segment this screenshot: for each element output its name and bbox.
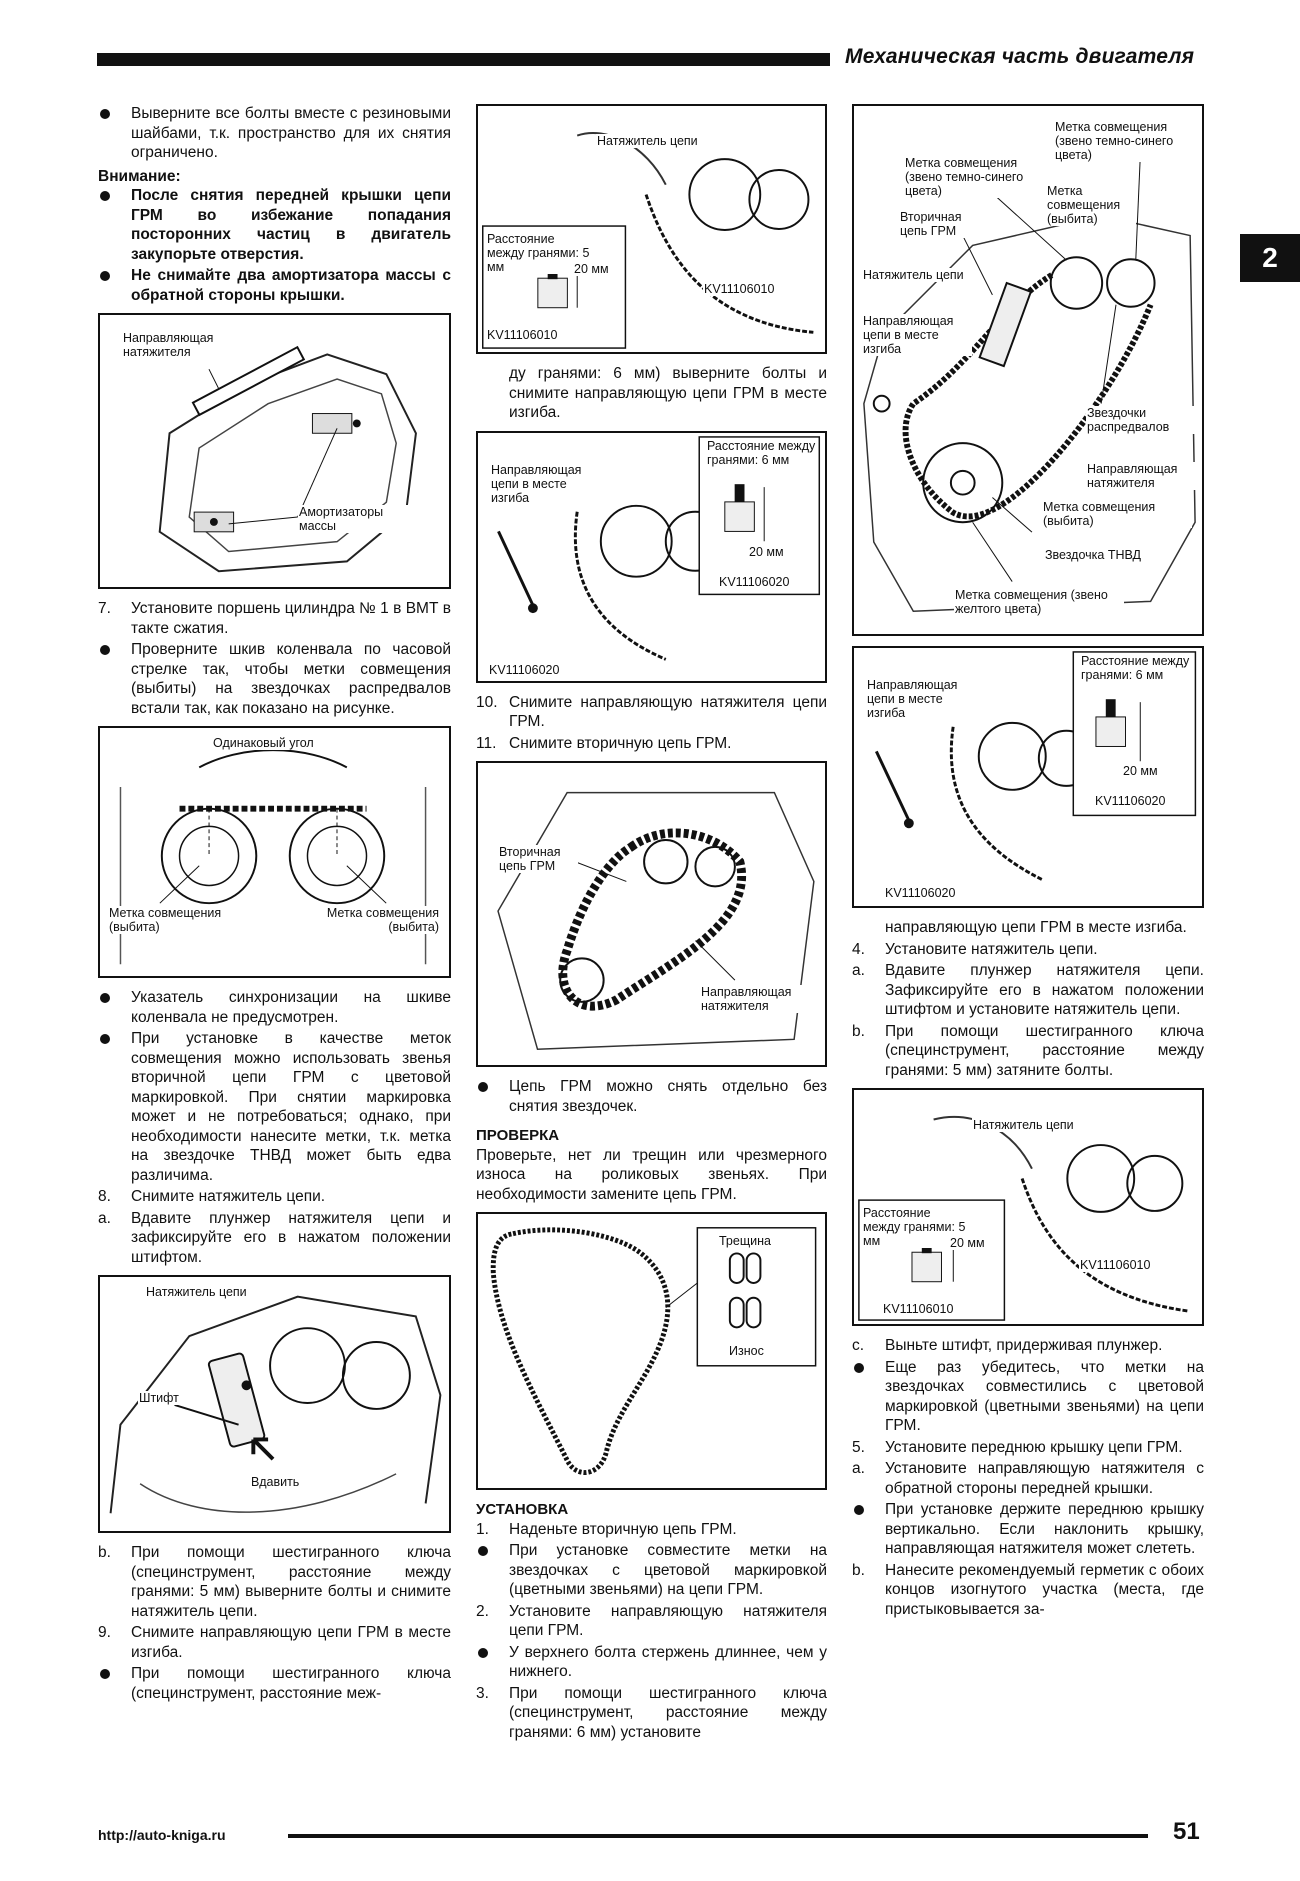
- column-middle: [476, 104, 827, 1744]
- list-item: Не снимайте два амортизатора массы с обратной стороны крышки.: [131, 267, 451, 304]
- figure-chain-inspection: [476, 1212, 827, 1490]
- figure-label: Метка совмещения (звено желтого цвета): [954, 588, 1124, 616]
- figure-label: KV11106010: [487, 328, 558, 342]
- figure-label: KV11106020: [719, 574, 790, 589]
- figure-label: Вторичная цепь ГРМ: [498, 845, 578, 873]
- figure-label: Метка совмещения (выбита): [108, 906, 238, 934]
- figure-label: 20 мм: [1123, 764, 1158, 778]
- section-heading-inspection: ПРОВЕРКА: [476, 1127, 560, 1144]
- list-item: a. Установите направляющую натяжителя с обратной стороны передней крышки.: [852, 1460, 1204, 1497]
- figure-label: KV11106020: [1095, 794, 1166, 808]
- list-item: 11. Снимите вторичную цепь ГРМ.: [476, 734, 732, 752]
- figure-label: Метка совмещения (выбита): [1042, 500, 1192, 528]
- chapter-tab: 2: [1240, 234, 1300, 282]
- figure-label: KV11106020: [885, 886, 956, 900]
- figure-timing-marks: [98, 726, 451, 978]
- list-item: При установке в качестве меток совмещения можно использовать звенья вторичной цепи ГРМ с цветовой маркировкой. При снятии маркировка может и не потребоваться; однако, при необходимости нанесите метки, т.к. метка на звездочке ТНВД может быть едва различима.: [131, 1030, 451, 1184]
- figure-label: Штифт: [139, 1391, 179, 1405]
- list-item: b. При помощи шестигранного ключа (специнструмент, расстояние между гранями: 5 мм) выверните болты и снимите натяжитель цепи.: [98, 1544, 451, 1620]
- figure-label: Звездочки распредвалов: [1086, 406, 1196, 434]
- figure-label: Трещина: [719, 1234, 771, 1248]
- paragraph: ду гранями: 6 мм) выверните болты и снимите направляющую цепи ГРМ в месте изгиба.: [509, 365, 827, 421]
- list-item: Выверните все болты вместе с резиновыми шайбами, т.к. пространство для их снятия ограничено.: [131, 105, 451, 161]
- list-item: Еще раз убедитесь, что метки на звездочках совместились с цветовой маркировкой (цветными звеньями) на цепи ГРМ.: [885, 1358, 1204, 1434]
- camshaft-sprockets-drawing: [100, 728, 449, 976]
- figure-tensioner-install: [852, 1088, 1204, 1326]
- column-right: [852, 104, 1204, 1621]
- figure-label: Направляющая цепи в месте изгиба: [866, 678, 976, 720]
- list-item: b. При помощи шестигранного ключа (специнструмент, расстояние между гранями: 5 мм) затяните болты.: [852, 1022, 1204, 1079]
- figure-label: Расстояние между гранями: 5 мм: [486, 232, 596, 274]
- figure-label: 20 мм: [574, 262, 609, 276]
- figure-label: KV11106020: [489, 662, 560, 677]
- figure-label: Одинаковый угол: [213, 736, 314, 750]
- list-item: 9. Снимите направляющую цепи ГРМ в месте изгиба.: [98, 1624, 451, 1661]
- list-item: b. Нанесите рекомендуемый герметик с обоих концов изогнутого участка (места, где пристыковывается за-: [852, 1561, 1204, 1618]
- figure-label: Расстояние между гранями: 5 мм: [862, 1206, 972, 1248]
- figure-chain-tensioner: [98, 1275, 451, 1533]
- figure-label: Метка совмещения (выбита): [1046, 184, 1136, 226]
- figure-label: Метка совмещения (выбита): [300, 906, 440, 934]
- figure-label: Направляющая цепи в месте изгиба: [862, 314, 972, 356]
- list-item: При помощи шестигранного ключа (специнструмент, расстояние меж-: [131, 1665, 451, 1702]
- figure-label: KV11106010: [704, 282, 775, 296]
- list-item: 4. Установите натяжитель цепи.: [852, 940, 1098, 958]
- list-item: 3. При помощи шестигранного ключа (специнструмент, расстояние между гранями: 6 мм) установите: [476, 1684, 827, 1741]
- figure-label: Направляющая натяжителя: [122, 331, 232, 359]
- figure-tensioner-removal: [476, 104, 827, 354]
- figure-label: Звездочка ТНВД: [1045, 548, 1142, 562]
- list-item: Указатель синхронизации на шкиве коленвала не предусмотрен.: [131, 989, 451, 1026]
- figure-label: KV11106010: [1080, 1258, 1151, 1272]
- list-item: 7. Установите поршень цилиндра № 1 в ВМТ в такте сжатия.: [98, 600, 451, 637]
- list-item: 2. Установите направляющую натяжителя цепи ГРМ.: [476, 1602, 827, 1639]
- list-item: 5. Установите переднюю крышку цепи ГРМ.: [852, 1438, 1183, 1456]
- secondary-chain-drawing: [478, 763, 825, 1065]
- list-item: При установке держите переднюю крышку вертикально. Если наклонить крышку, направляющая натяжителя может слететь.: [885, 1501, 1204, 1557]
- attention-heading: Внимание:: [98, 167, 181, 185]
- figure-label: Направляющая цепи в месте изгиба: [490, 463, 600, 505]
- figure-label: Износ: [729, 1344, 764, 1358]
- list-item: 10. Снимите направляющую натяжителя цепи ГРМ.: [476, 693, 827, 730]
- footer-url-link[interactable]: http://auto-kniga.ru: [98, 1827, 226, 1843]
- section-heading-installation: УСТАНОВКА: [476, 1501, 569, 1518]
- figure-label: Натяжитель цепи: [146, 1285, 247, 1299]
- figure-label: 20 мм: [749, 544, 784, 559]
- list-item: a. Вдавите плунжер натяжителя цепи и зафиксируйте его в нажатом положении штифтом.: [98, 1209, 451, 1266]
- figure-guide-removal: [476, 431, 827, 683]
- figure-label: Расстояние между гранями: 6 мм: [706, 439, 818, 467]
- figure-label: KV11106010: [883, 1302, 954, 1316]
- figure-timing-chain-layout: [852, 104, 1204, 636]
- figure-label: Метка совмещения (звено темно-синего цвета): [1054, 120, 1194, 162]
- list-item: При установке совместите метки на звездочках с цветовой маркировкой (цветными звеньями) на цепи ГРМ.: [509, 1542, 827, 1598]
- figure-label: Амортизаторы массы: [298, 505, 408, 533]
- list-item: Цепь ГРМ можно снять отдельно без снятия звездочек.: [509, 1078, 827, 1115]
- figure-label: Натяжитель цепи: [597, 134, 698, 148]
- list-item: 8. Снимите натяжитель цепи.: [98, 1188, 326, 1205]
- figure-label: Метка совмещения (звено темно-синего цвета): [904, 156, 1034, 198]
- chain-inspection-drawing: [478, 1214, 825, 1488]
- list-item: У верхнего болта стержень длиннее, чем у нижнего.: [509, 1643, 827, 1680]
- figure-label: Расстояние между гранями: 6 мм: [1080, 654, 1194, 682]
- figure-front-cover: [98, 313, 451, 589]
- figure-label: Вторичная цепь ГРМ: [899, 210, 989, 238]
- figure-label: 20 мм: [950, 1236, 985, 1250]
- figure-label: Вдавить: [251, 1475, 300, 1489]
- page-number: 51: [1173, 1818, 1200, 1845]
- list-item: После снятия передней крышки цепи ГРМ во избежание попадания посторонних частиц в двигатель закупорьте отверстия.: [131, 187, 451, 263]
- figure-secondary-chain: [476, 761, 827, 1067]
- header-rule: [97, 53, 830, 66]
- list-item: Проверните шкив коленвала по часовой стрелке так, чтобы метки совмещения (выбиты) на звездочках распредвалов встали так, как показано на рисунке.: [131, 641, 451, 717]
- paragraph: направляющую цепи ГРМ в месте изгиба.: [885, 919, 1187, 936]
- paragraph: Проверьте, нет ли трещин или чрезмерного износа на роликовых звеньях. При необходимости замените цепь ГРМ.: [476, 1146, 827, 1203]
- figure-label: Натяжитель цепи: [973, 1118, 1074, 1132]
- list-item: c. Выньте штифт, придерживая плунжер.: [852, 1337, 1163, 1354]
- figure-guide-install: [852, 646, 1204, 908]
- list-item: a. Вдавите плунжер натяжителя цепи. Зафиксируйте его в нажатом положении штифтом и установите натяжитель цепи.: [852, 962, 1204, 1018]
- list-item: 1. Наденьте вторичную цепь ГРМ.: [476, 1520, 737, 1538]
- footer-rule: [288, 1834, 1148, 1838]
- figure-label: Натяжитель цепи: [863, 268, 964, 282]
- column-left: [98, 104, 451, 1705]
- figure-label: Направляющая натяжителя: [1086, 462, 1196, 490]
- page-header-title: Механическая часть двигателя: [845, 45, 1195, 68]
- figure-label: Направляющая натяжителя: [700, 985, 810, 1013]
